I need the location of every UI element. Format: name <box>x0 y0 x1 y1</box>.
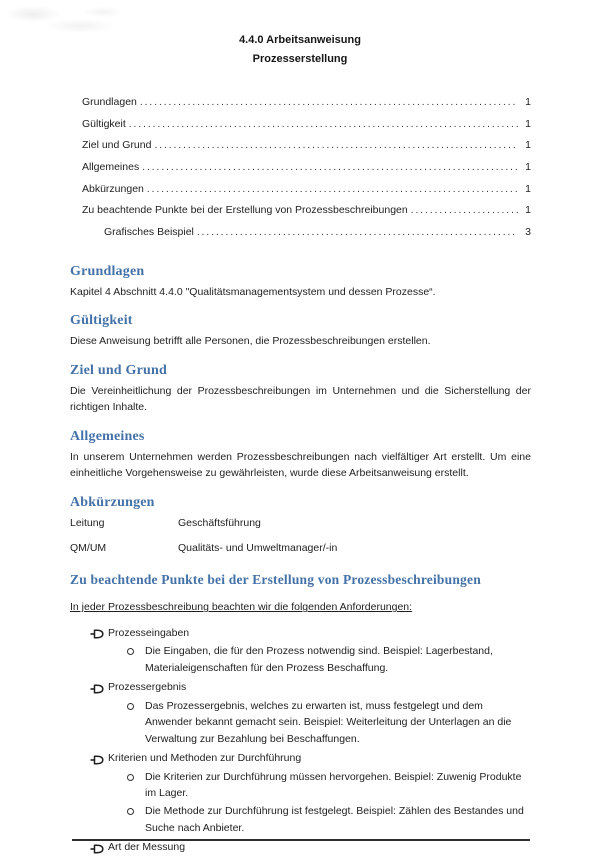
toc-entry-label: Allgemeines <box>82 161 140 174</box>
abbreviation-row <box>70 515 531 532</box>
requirement-detail <box>70 643 531 676</box>
requirement-label: Kriterien und Methoden zur Durchführung <box>108 752 302 765</box>
section-grundlagen <box>70 264 531 301</box>
requirement-item <box>70 839 531 856</box>
requirement-label: Prozesseingaben <box>108 626 190 639</box>
arrow-bullet-icon <box>90 628 104 638</box>
abbreviation-definition: Qualitäts- und Umweltmanager/-in <box>178 541 338 554</box>
section-paragraph: Kapitel 4 Abschnitt 4.4.0 "Qualitätsmanagementsystem und dessen Prozesse“. <box>70 285 436 298</box>
toc-entry[interactable] <box>70 226 531 248</box>
requirement-detail-text: Die Methode zur Durchführung ist festgelegt. Beispiel: Zählen des Bestandes und Suche nach Anbieter. <box>145 805 524 834</box>
toc-page-number: 3 <box>525 226 531 239</box>
requirement-detail <box>70 803 531 836</box>
abbreviation-definition: Geschäftsführung <box>178 516 261 529</box>
toc-page-number: 1 <box>525 161 531 174</box>
section-heading-ziel-und-grund: Ziel und Grund <box>70 362 167 378</box>
circle-bullet-icon <box>127 703 134 710</box>
circle-bullet-icon <box>127 648 134 655</box>
section-heading-abkuerzungen: Abkürzungen <box>70 494 155 510</box>
requirements-intro: In jeder Prozessbeschreibung beachten wir die folgenden Anforderungen: <box>70 601 413 614</box>
requirement-label: Art der Messung <box>108 841 186 854</box>
section-allgemeines <box>70 429 531 482</box>
toc-entry[interactable] <box>70 204 531 226</box>
toc-dot-leader <box>142 162 518 173</box>
section-heading-requirements: Zu beachtende Punkte bei der Erstellung von Prozessbeschreibungen <box>70 572 481 588</box>
arrow-bullet-icon <box>90 754 104 764</box>
circle-bullet-icon <box>127 808 134 815</box>
title-line-2: Prozesserstellung <box>252 53 348 65</box>
requirement-detail-text: Die Kriterien zur Durchführung müssen hervorgehen. Beispiel: Zuwenig Produkte im Lager. <box>145 770 522 800</box>
toc-dot-leader <box>147 184 518 195</box>
toc-page-number: 1 <box>525 117 531 130</box>
arrow-bullet-icon <box>90 843 104 853</box>
requirement-detail-text: Die Eingaben, die für den Prozess notwendig sind. Beispiel: Lagerbestand, Materialeigenschaften für den Prozess Beschaffung. <box>145 645 493 674</box>
section-paragraph: Diese Anweisung betrifft alle Personen, die Prozessbeschreibungen erstellen. <box>70 335 431 348</box>
requirement-label: Prozessergebnis <box>108 681 187 694</box>
section-paragraph: In unserem Unternehmen werden Prozessbeschreibungen nach vielfältiger Art erstellt. Um eine einheitliche Vorgehensweise zu gewährleisten, wurde diese Arbeitsanweisung erstellt. <box>70 450 531 480</box>
toc-dot-leader <box>154 140 518 151</box>
requirement-detail <box>70 769 531 802</box>
toc-entry[interactable] <box>70 139 531 161</box>
requirement-detail-text: Das Prozessergebnis, welches zu erwarten ist, muss festgelegt und dem Anwender bekannt gemacht sein. Beispiel: Weiterleitung der Unterlagen an die Verwaltung zur Bezahlung bei Beschaffungen. <box>145 699 512 745</box>
requirement-detail <box>70 698 531 748</box>
toc-page-number: 1 <box>525 182 531 195</box>
section-paragraph: Die Vereinheitlichung der Prozessbeschreibungen im Unternehmen und die Sicherstellung der richtigen Inhalte. <box>70 384 531 414</box>
abbreviation-term: QM/UM <box>70 541 107 554</box>
arrow-bullet-icon <box>90 683 104 693</box>
section-heading-gueltigkeit: Gültigkeit <box>70 313 133 329</box>
section-heading-allgemeines: Allgemeines <box>70 428 145 444</box>
abbreviation-row <box>70 540 531 557</box>
toc-entry[interactable] <box>70 96 531 118</box>
document-body <box>70 264 531 482</box>
table-of-contents <box>70 96 531 248</box>
abbreviation-list <box>70 515 531 557</box>
toc-entry[interactable] <box>70 183 531 205</box>
toc-dot-leader <box>129 119 518 130</box>
content-column <box>70 96 531 856</box>
requirement-item <box>70 750 531 767</box>
toc-entry[interactable] <box>70 161 531 183</box>
toc-dot-leader <box>197 227 518 238</box>
section-ziel-und-grund <box>70 363 531 416</box>
circle-bullet-icon <box>127 774 134 781</box>
section-abkuerzungen <box>70 495 531 557</box>
toc-entry-label: Grafisches Beispiel <box>104 226 194 239</box>
corner-watermark <box>4 2 120 42</box>
section-heading-grundlagen: Grundlagen <box>70 263 145 279</box>
toc-page-number: 1 <box>525 204 531 217</box>
section-gueltigkeit <box>70 313 531 350</box>
toc-entry[interactable] <box>70 118 531 140</box>
toc-page-number: 1 <box>525 96 531 108</box>
footer-rule <box>72 839 530 841</box>
requirement-item <box>70 625 531 642</box>
section-requirements <box>70 572 531 856</box>
toc-dot-leader <box>411 205 518 216</box>
abbreviation-term: Leitung <box>70 516 105 529</box>
toc-entry-label: Grundlagen <box>82 96 137 108</box>
requirement-item <box>70 679 531 696</box>
toc-dot-leader <box>140 97 518 108</box>
toc-page-number: 1 <box>525 139 531 152</box>
toc-entry-label: Ziel und Grund <box>82 139 152 152</box>
toc-entry-label: Abkürzungen <box>82 182 144 195</box>
requirements-list <box>70 625 531 856</box>
title-line-1: 4.4.0 Arbeitsanweisung <box>239 34 361 46</box>
toc-entry-label: Zu beachtende Punkte bei der Erstellung von Prozessbeschreibungen <box>82 204 408 217</box>
toc-entry-label: Gültigkeit <box>82 117 126 130</box>
